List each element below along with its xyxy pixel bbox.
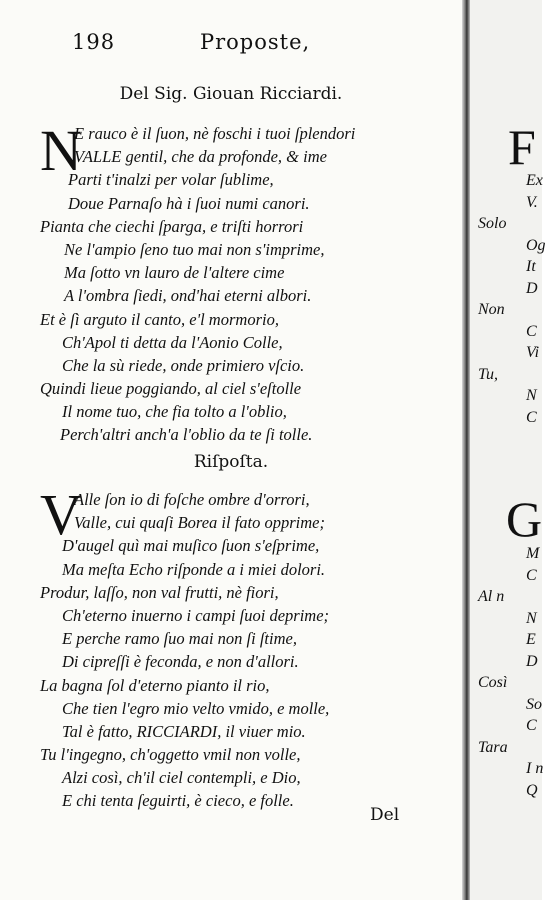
verse-line: Di cipreſſi è feconda, e non d'allori. [62,652,299,672]
next-page-fragment: Og [526,236,546,254]
running-header [72,30,432,60]
next-page-fragment: N [526,387,537,404]
next-page-fragment: M [526,545,540,562]
verse-line: Ma ſotto vn lauro de l'altere cime [64,263,285,283]
right-page-fragment [470,0,546,900]
next-page-fragment: Tara [478,738,508,756]
verse-line: Valle, cui quaſi Borea il fato opprime; [74,513,325,533]
running-title: Proposte, [200,30,311,54]
next-page-fragment: D [526,279,538,297]
verse-line: E perche ramo ſuo mai non ſi ſtime, [62,629,297,649]
verse-line: VALLE gentil, che da profonde, & ime [74,147,327,167]
verse-line: Parti t'inalzi per volar ſublime, [68,170,274,190]
verse-line: Quindi lieue poggiando, al ciel s'eſtolle [40,379,302,399]
sonnet2-body [40,482,460,813]
verse-line: Che tien l'egro mio velto vmido, e molle, [62,698,330,718]
next-page-fragment: V. [526,193,538,211]
verse-line: Il nome tuo, che fia tolto a l'oblio, [62,402,287,422]
verse-line: Tu l'ingegno, ch'oggetto vmil non volle, [40,745,301,765]
next-page-fragment: C [526,408,537,426]
next-page-fragment: Non [478,301,505,318]
sonnet1-lines [40,118,460,447]
sonnet1-heading: Del Sig. Giouan Ricciardi. [119,84,343,104]
verse-line: Produr, laſſo, non val frutti, nè fiori, [40,582,279,602]
next-page-fragment: C [526,566,537,584]
next-page-fragment: Tu, [478,365,499,383]
next-page-fragment: Ex [526,172,543,189]
verse-line: Pianta che ciechi ſparga, e triſti horrori [40,216,304,236]
next-page-fragment: Così [478,674,508,691]
next-page-fragment: Q [526,781,538,799]
next-page-fragment: Vi [526,344,540,361]
next-page-fragment: E [526,631,536,648]
next-page-dropcap-1: F [508,119,536,175]
verse-line: La bagna ſol d'eterno pianto il rio, [40,675,270,695]
verse-line: Perch'altri anch'a l'oblio da te ſi tolle. [60,425,313,445]
next-page-fragment: C [526,717,537,734]
sonnet1-body [40,118,460,447]
next-page-dropcap-2: G [506,491,543,547]
verse-line: Che la sù riede, onde primiero vſcio. [62,355,305,375]
verse-line: Tal è fatto, RICCIARDI, il viuer mio. [62,721,306,741]
verse-line: Doue Parnaſo hà i ſuoi numi canori. [68,193,310,213]
verse-line: E chi tenta ſeguirti, è cieco, e folle. [62,791,294,811]
sonnet2-dropcap: V [40,482,82,547]
next-page-fragment: D [526,652,538,670]
next-page-fragment: N [526,609,537,627]
verse-line: Ma meſta Echo riſponde a i miei dolori. [62,559,326,579]
verse-line: Ch'eterno inuerno i campi ſuoi deprime; [62,605,330,625]
next-page-fragment: So [526,695,542,713]
next-page-fragment: It [526,258,536,275]
next-page-fragment: Al n [478,588,505,605]
page-number: 198 [72,30,116,54]
book-gutter [462,0,470,900]
verse-line: Et è ſì arguto il canto, e'l mormorio, [40,309,279,329]
next-page-fragment: C [526,322,537,340]
sonnet1-dropcap: N [40,118,82,183]
verse-line: Ch'Apol ti detta da l'Aonio Colle, [62,332,283,352]
catchword: Del [370,805,400,825]
verse-line: Alzi così, ch'il ciel contempli, e Dio, [62,768,301,788]
next-page-fragment: Solo [478,215,507,232]
verse-line: Alle ſon io di foſche ombre d'orrori, [74,490,310,509]
verse-line: Ne l'ampio ſeno tuo mai non s'imprime, [64,239,325,259]
verse-line: D'augel quì mai muſico ſuon s'eſprime, [62,536,320,556]
next-page-fragment: I n [526,760,544,777]
sonnet2-heading: Riſpoſta. [193,452,269,472]
sonnet2-lines [40,482,460,813]
verse-line: E rauco è il ſuon, nè foschi i tuoi ſplendori [74,124,356,143]
verse-line: A l'ombra ſiedi, ond'hai eterni albori. [64,286,312,306]
